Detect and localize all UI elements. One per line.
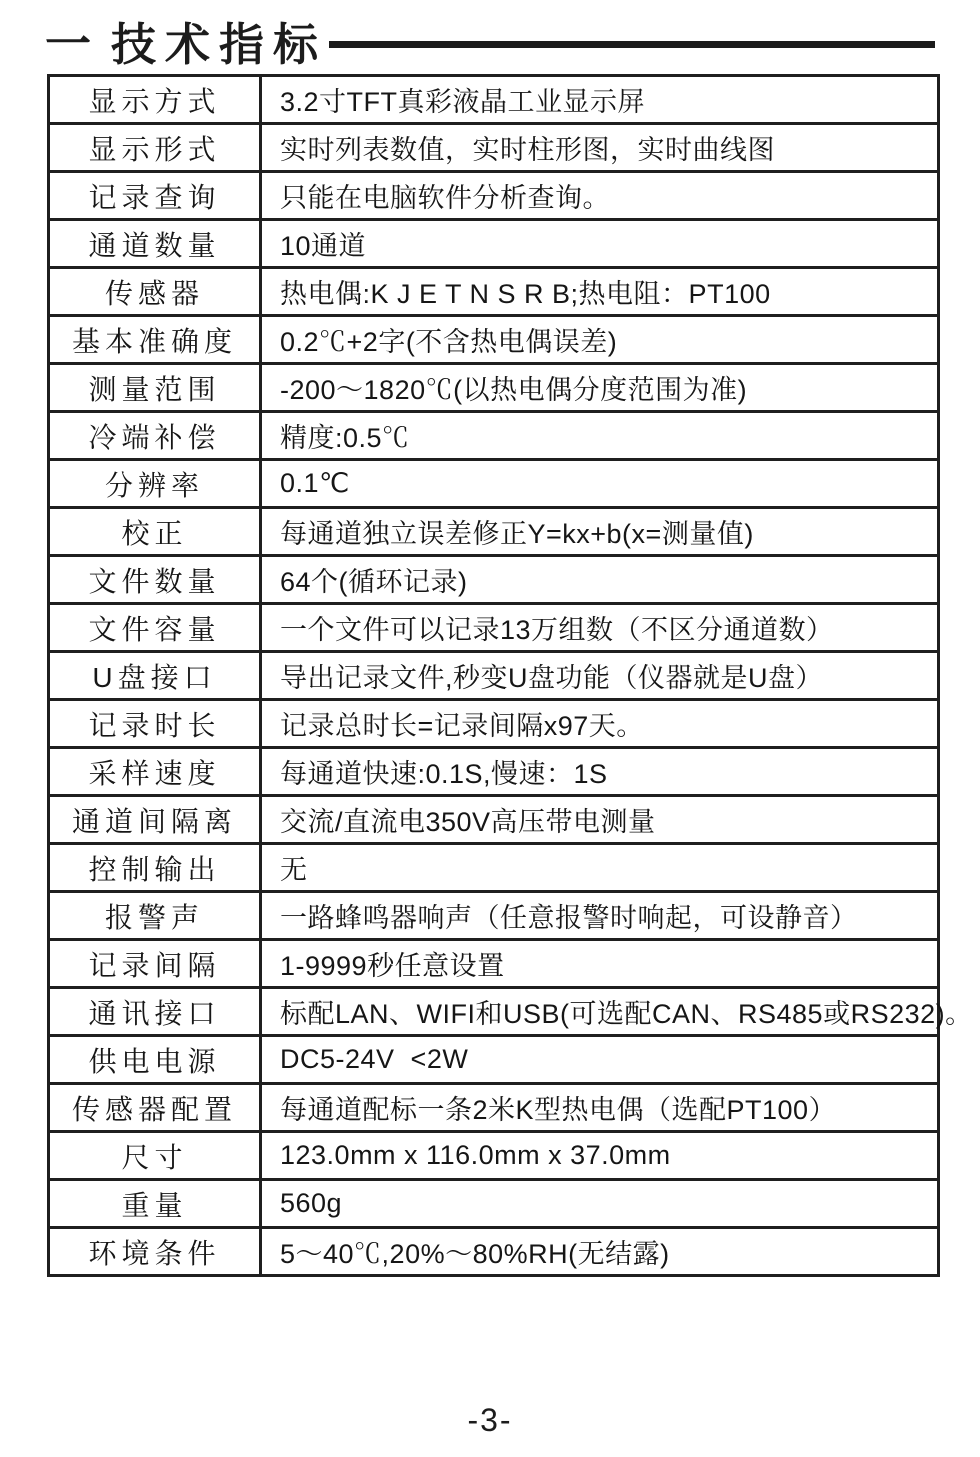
spec-row [49,988,939,1036]
spec-row [49,316,939,364]
spec-value: 无 [261,844,939,892]
spec-label: 校正 [49,508,261,556]
spec-value: 实时列表数值，实时柱形图，实时曲线图 [261,124,939,172]
spec-label: 分辨率 [49,460,261,508]
spec-label: 测量范围 [49,364,261,412]
spec-value: 交流/直流电350V高压带电测量 [261,796,939,844]
spec-value: 精度:0.5℃ [261,412,939,460]
spec-label: 显示方式 [49,76,261,124]
spec-row [49,1084,939,1132]
spec-value: 每通道快速:0.1S,慢速：1S [261,748,939,796]
spec-row [49,556,939,604]
spec-label: 传感器 [49,268,261,316]
spec-row [49,604,939,652]
spec-label: 控制输出 [49,844,261,892]
spec-value: 热电偶:K J E T N S R B;热电阻：PT100 [261,268,939,316]
spec-value: 560g [261,1180,939,1228]
spec-row [49,364,939,412]
spec-row [49,508,939,556]
spec-label: 文件数量 [49,556,261,604]
spec-label: 通道数量 [49,220,261,268]
spec-value: 10通道 [261,220,939,268]
spec-row [49,892,939,940]
spec-value: 0.1℃ [261,460,939,508]
spec-row [49,172,939,220]
spec-label: 记录查询 [49,172,261,220]
spec-value: 64个(循环记录) [261,556,939,604]
spec-value: 一个文件可以记录13万组数（不区分通道数） [261,604,939,652]
spec-label: 冷端补偿 [49,412,261,460]
spec-value: DC5-24V <2W [261,1036,939,1084]
spec-row [49,748,939,796]
spec-table [47,74,973,1277]
spec-label: 通讯接口 [49,988,261,1036]
section-header [0,0,980,70]
page-title: 技术指标 [111,18,328,70]
spec-label: 尺寸 [49,1132,261,1180]
spec-value: 标配LAN、WIFI和USB(可选配CAN、RS485或RS232)。 [261,988,939,1036]
spec-row [49,1180,939,1228]
spec-value: 记录总时长=记录间隔x97天。 [261,700,939,748]
spec-value: 只能在电脑软件分析查询。 [261,172,939,220]
spec-row [49,76,939,124]
spec-label: 报警声 [49,892,261,940]
spec-label: 记录时长 [49,700,261,748]
spec-label: 通道间隔离 [49,796,261,844]
spec-row [49,652,939,700]
spec-value: 每通道配标一条2米K型热电偶（选配PT100） [261,1084,939,1132]
spec-label: 传感器配置 [49,1084,261,1132]
spec-row [49,940,939,988]
spec-label: 基本准确度 [49,316,261,364]
spec-row [49,412,939,460]
spec-label: 环境条件 [49,1228,261,1276]
spec-value: 5～40℃,20%～80%RH(无结露) [261,1228,939,1276]
section-number: 一 [45,18,91,70]
title-rule-line [329,41,935,48]
spec-row [49,220,939,268]
spec-value: 3.2寸TFT真彩液晶工业显示屏 [261,76,939,124]
spec-table-body [49,76,973,1276]
spec-row [49,796,939,844]
spec-row [49,268,939,316]
spec-value: -200～1820℃(以热电偶分度范围为准) [261,364,939,412]
spec-row [49,1228,939,1276]
spec-value: 0.2℃+2字(不含热电偶误差) [261,316,939,364]
spec-row [49,124,939,172]
spec-label: U盘接口 [49,652,261,700]
spec-label: 显示形式 [49,124,261,172]
spec-row [49,844,939,892]
spec-label: 采样速度 [49,748,261,796]
spec-label: 记录间隔 [49,940,261,988]
spec-value: 123.0mm x 116.0mm x 37.0mm [261,1132,939,1180]
spec-value: 导出记录文件,秒变U盘功能（仪器就是U盘） [261,652,939,700]
spec-label: 重量 [49,1180,261,1228]
spec-value: 一路蜂鸣器响声（任意报警时响起，可设静音） [261,892,939,940]
spec-row [49,1036,939,1084]
spec-row [49,1132,939,1180]
spec-label: 文件容量 [49,604,261,652]
page-number: -3- [467,1402,513,1438]
spec-value: 每通道独立误差修正Y=kx+b(x=测量值) [261,508,939,556]
spec-row [49,700,939,748]
spec-row [49,460,939,508]
spec-value: 1-9999秒任意设置 [261,940,939,988]
spec-label: 供电电源 [49,1036,261,1084]
